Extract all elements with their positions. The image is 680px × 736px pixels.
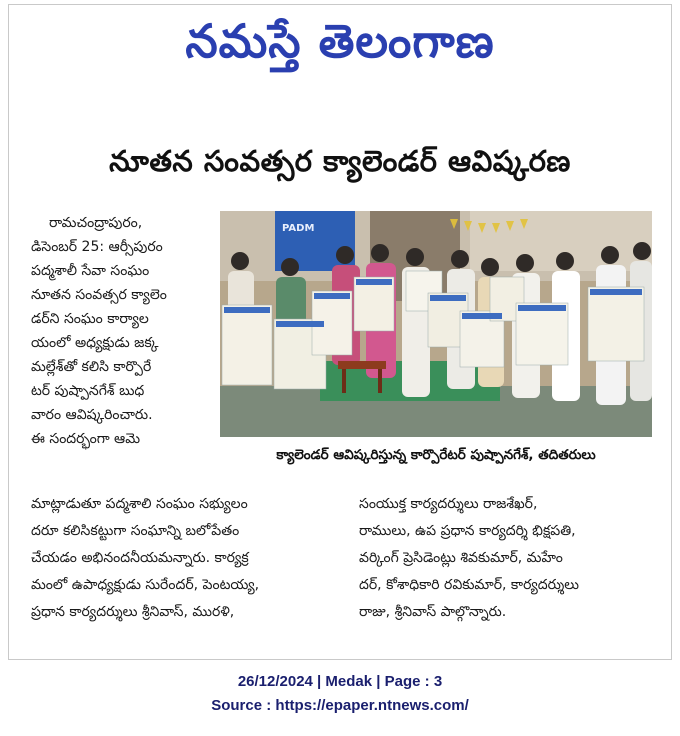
body-line: నూతన సంవత్సర క్యాలెం xyxy=(31,287,167,303)
banner-text: PADM xyxy=(282,223,315,234)
article-narrow-column xyxy=(31,211,219,451)
body-line: సంయుక్త కార్యదర్శులు రాజశేఖర్, xyxy=(359,496,538,512)
body-line: డర్‌ని సంఘం కార్యాల xyxy=(31,311,149,327)
article-wide-right-column xyxy=(359,491,655,626)
body-line: డిసెంబర్ 25: ఆర్సీపురం xyxy=(31,239,163,255)
body-line: ప్రధాన కార్యదర్శులు శ్రీనివాస్, మురళి, xyxy=(31,604,235,620)
body-line: యంలో అధ్యక్షుడు జక్క xyxy=(31,335,159,351)
newspaper-masthead: నమస్తే తెలంగాణ xyxy=(185,14,495,68)
newspaper-clipping xyxy=(8,4,672,660)
body-line: మంలో ఉపాధ్యక్షుడు సురేందర్, పెంటయ్య, xyxy=(31,577,260,593)
body-line: మల్లేశ్‌తో కలిసి కార్పొరే xyxy=(31,359,152,375)
body-line: చేయడం అభినందనీయమన్నారు. కార్యక్ర xyxy=(31,550,249,566)
torn-bottom-edge xyxy=(9,653,671,660)
footer-source-link[interactable]: Source : https://epaper.ntnews.com/ xyxy=(211,697,469,714)
body-line: పద్మశాలీ సేవా సంఘం xyxy=(31,263,150,279)
body-line: దరూ కలిసికట్టుగా సంఘాన్ని బలోపేతం xyxy=(31,523,240,539)
body-line: రాజు, శ్రీనివాస్ పాల్గొన్నారు. xyxy=(359,604,507,620)
body-line: మాట్లాడుతూ పద్మశాలి సంఘం సభ్యులం xyxy=(31,496,248,512)
body-line: రామచంద్రాపురం, xyxy=(49,215,143,231)
body-line: దర్, కోశాధికారి రవికుమార్, కార్యదర్శులు xyxy=(359,577,579,593)
photo-caption: క్యాలెండర్ ఆవిష్కరిస్తున్న కార్పొరేటర్ పుష్పానగేశ్, తదితరులు xyxy=(220,441,652,469)
article-photo xyxy=(220,211,652,437)
article-wide-left-column xyxy=(31,491,349,626)
article-headline: నూతన సంవత్సర క్యాలెండర్ ఆవిష్కరణ xyxy=(109,144,571,178)
body-line: వర్కింగ్ ప్రెసిడెంట్లు శివకుమార్, మహేం xyxy=(359,550,563,566)
body-line: టర్ పుష్పానగేశ్ బుధ xyxy=(31,383,145,399)
body-line: వారం ఆవిష్కరించారు. xyxy=(31,407,153,423)
body-line: ఈ సందర్భంగా ఆమె xyxy=(31,431,141,447)
footer-date-edition: 26/12/2024 | Medak | Page : 3 xyxy=(237,673,443,690)
body-line: రాములు, ఉప ప్రధాన కార్యదర్శి భిక్షపతి, xyxy=(359,523,576,539)
